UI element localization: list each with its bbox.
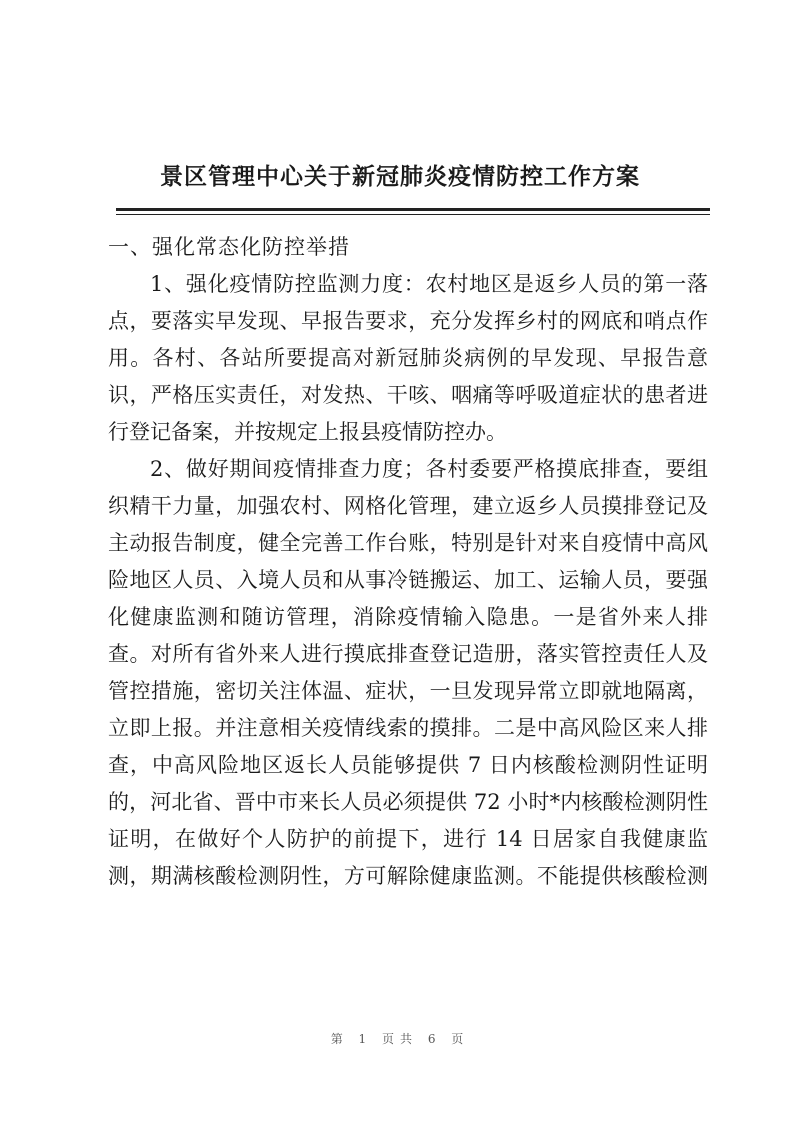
paragraph-line: 管控措施，密切关注体温、症状，一旦发现异常立即就地隔离， — [108, 679, 708, 703]
paragraph-1 — [108, 266, 708, 451]
paragraph-line: 测，期满核酸检测阴性，方可解除健康监测。不能提供核酸检测 — [108, 864, 708, 888]
paragraph-line: 查，中高风险地区返长人员能够提供 7 日内核酸检测阴性证明 — [108, 753, 708, 777]
paragraph-line: 险地区人员、入境人员和从事冷链搬运、加工、运输人员，要强 — [108, 568, 708, 592]
section-heading: 一、强化常态化防控举措 — [108, 235, 350, 259]
paragraph-2 — [108, 451, 708, 895]
paragraph-line: 的，河北省、晋中市来长人员必须提供 72 小时*内核酸检测阴性 — [108, 790, 708, 814]
paragraph-line: 2、做好期间疫情排查力度；各村委要严格摸底排查，要组 — [150, 457, 708, 481]
paragraph-line: 1、强化疫情防控监测力度：农村地区是返乡人员的第一落 — [150, 272, 708, 296]
title-rule-thin — [116, 214, 710, 215]
paragraph-line: 主动报告制度，健全完善工作台账，特别是针对来自疫情中高风 — [108, 531, 708, 555]
paragraph-line: 立即上报。并注意相关疫情线索的摸排。二是中高风险区来人排 — [108, 716, 708, 740]
paragraph-line: 查。对所有省外来人进行摸底排查登记造册，落实管控责任人及 — [108, 642, 708, 666]
paragraph-line: 点，要落实早发现、早报告要求，充分发挥乡村的网底和哨点作 — [108, 309, 708, 333]
paragraph-line: 证明，在做好个人防护的前提下，进行 14 日居家自我健康监 — [108, 827, 708, 851]
paragraph-line: 行登记备案，并按规定上报县疫情防控办。 — [108, 420, 507, 444]
paragraph-line: 识，严格压实责任，对发热、干咳、咽痛等呼吸道症状的患者进 — [108, 383, 708, 407]
title-rule-thick — [116, 208, 710, 211]
page-number-footer: 第 1 页共 6 页 — [330, 1032, 470, 1046]
document-title: 景区管理中心关于新冠肺炎疫情防控工作方案 — [160, 163, 640, 190]
paragraph-line: 用。各村、各站所要提高对新冠肺炎病例的早发现、早报告意 — [108, 346, 708, 370]
paragraph-line: 织精干力量，加强农村、网格化管理，建立返乡人员摸排登记及 — [108, 494, 708, 518]
paragraph-line: 化健康监测和随访管理，消除疫情输入隐患。一是省外来人排 — [108, 605, 708, 629]
document-body — [108, 229, 708, 895]
